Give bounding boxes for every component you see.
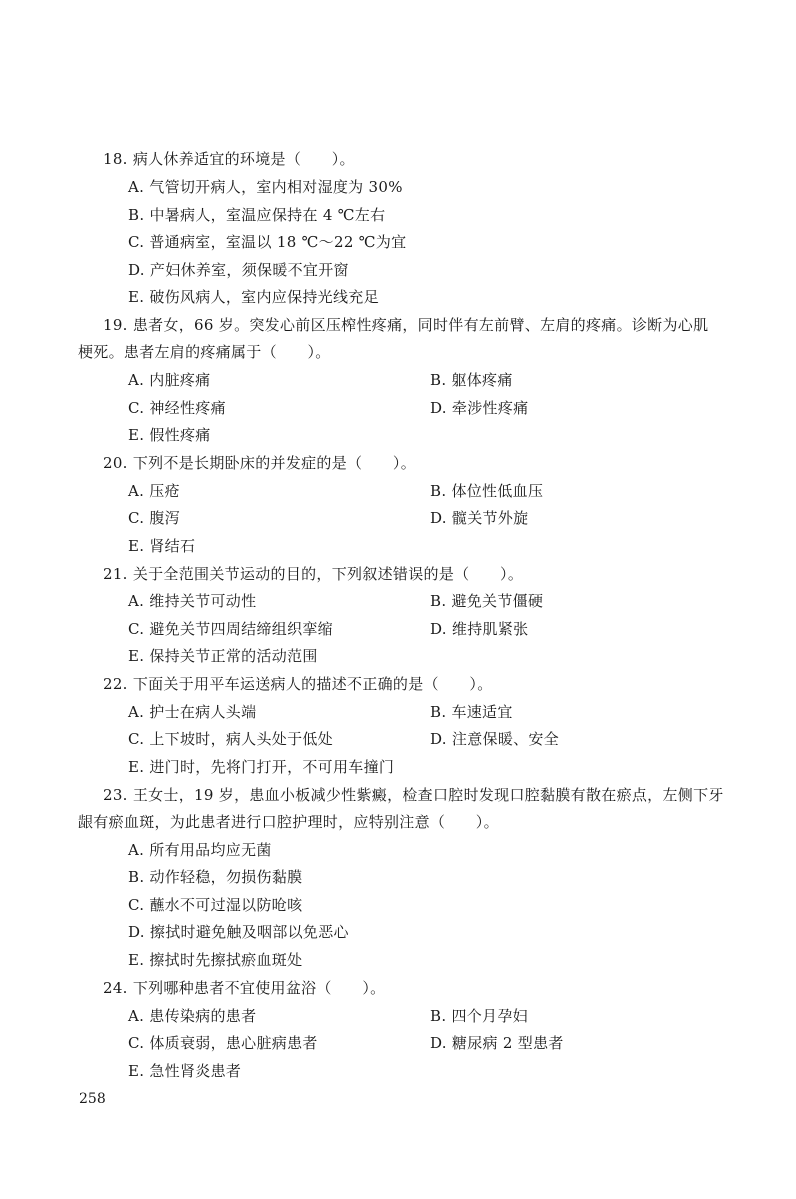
- question-23-option-c: C. 蘸水不可过湿以防呛咳: [128, 896, 303, 914]
- question-19-option-b: B. 躯体疼痛: [430, 371, 513, 389]
- question-19-option-e: E. 假性疼痛: [128, 426, 211, 444]
- question-21-option-e: E. 保持关节正常的活动范围: [128, 647, 318, 665]
- question-24-option-a: A. 患传染病的患者: [128, 1007, 257, 1025]
- question-23-option-a: A. 所有用品均应无菌: [128, 841, 272, 859]
- question-18-option-e: E. 破伤风病人，室内应保持光线充足: [128, 288, 379, 306]
- question-22-stem: 22. 下面关于用平车运送病人的描述不正确的是（ ）。: [103, 675, 493, 693]
- question-24-option-d: D. 糖尿病 2 型患者: [430, 1034, 564, 1052]
- question-22-option-e: E. 进门时，先将门打开，不可用车撞门: [128, 758, 395, 776]
- question-18-option-b: B. 中暑病人，室温应保持在 4 ℃左右: [128, 206, 386, 224]
- question-19-stem: 19. 患者女，66 岁。突发心前区压榨性疼痛，同时伴有左前臂、左肩的疼痛。诊断为心肌: [103, 316, 709, 334]
- question-24-option-e: E. 急性肾炎患者: [128, 1062, 242, 1080]
- question-20-option-b: B. 体位性低血压: [430, 482, 544, 500]
- question-20-option-e: E. 肾结石: [128, 537, 196, 555]
- question-24-option-c: C. 体质衰弱，患心脏病患者: [128, 1034, 318, 1052]
- question-20-option-a: A. 压疮: [128, 482, 180, 500]
- question-18-option-d: D. 产妇休养室，须保暖不宜开窗: [128, 261, 349, 279]
- question-22-option-d: D. 注意保暖、安全: [430, 730, 560, 748]
- question-18-stem: 18. 病人休养适宜的环境是（ ）。: [103, 150, 355, 168]
- question-19-option-a: A. 内脏疼痛: [128, 371, 211, 389]
- question-19-option-c: C. 神经性疼痛: [128, 399, 226, 417]
- question-22-option-b: B. 车速适宜: [430, 703, 513, 721]
- question-20-option-d: D. 髋关节外旋: [430, 509, 529, 527]
- question-19-stem-cont: 梗死。患者左肩的疼痛属于（ ）。: [78, 343, 331, 361]
- question-21-option-b: B. 避免关节僵硬: [430, 592, 544, 610]
- question-23-stem-cont: 龈有瘀血斑，为此患者进行口腔护理时，应特别注意（ ）。: [78, 813, 499, 831]
- question-18-option-a: A. 气管切开病人，室内相对湿度为 30%: [128, 178, 403, 196]
- question-23-option-e: E. 擦拭时先擦拭瘀血斑处: [128, 951, 303, 969]
- question-22-option-c: C. 上下坡时，病人头处于低处: [128, 730, 333, 748]
- question-24-stem: 24. 下列哪种患者不宜使用盆浴（ ）。: [103, 979, 386, 997]
- question-20-option-c: C. 腹泻: [128, 509, 180, 527]
- question-21-option-a: A. 维持关节可动性: [128, 592, 257, 610]
- question-20-stem: 20. 下列不是长期卧床的并发症的是（ ）。: [103, 454, 417, 472]
- question-21-option-c: C. 避免关节四周结缔组织挛缩: [128, 620, 333, 638]
- question-21-option-d: D. 维持肌紧张: [430, 620, 529, 638]
- question-22-option-a: A. 护士在病人头端: [128, 703, 257, 721]
- question-23-stem: 23. 王女士，19 岁，患血小板减少性紫癜，检查口腔时发现口腔黏膜有散在瘀点，左侧下牙: [103, 786, 724, 804]
- page-number: 258: [79, 1091, 106, 1107]
- question-23-option-b: B. 动作轻稳，勿损伤黏膜: [128, 868, 303, 886]
- question-24-option-b: B. 四个月孕妇: [430, 1007, 528, 1025]
- question-19-option-d: D. 牵涉性疼痛: [430, 399, 529, 417]
- question-21-stem: 21. 关于全范围关节运动的目的，下列叙述错误的是（ ）。: [103, 565, 524, 583]
- question-23-option-d: D. 擦拭时避免触及咽部以免恶心: [128, 923, 349, 941]
- question-18-option-c: C. 普通病室，室温以 18 ℃～22 ℃为宜: [128, 233, 407, 251]
